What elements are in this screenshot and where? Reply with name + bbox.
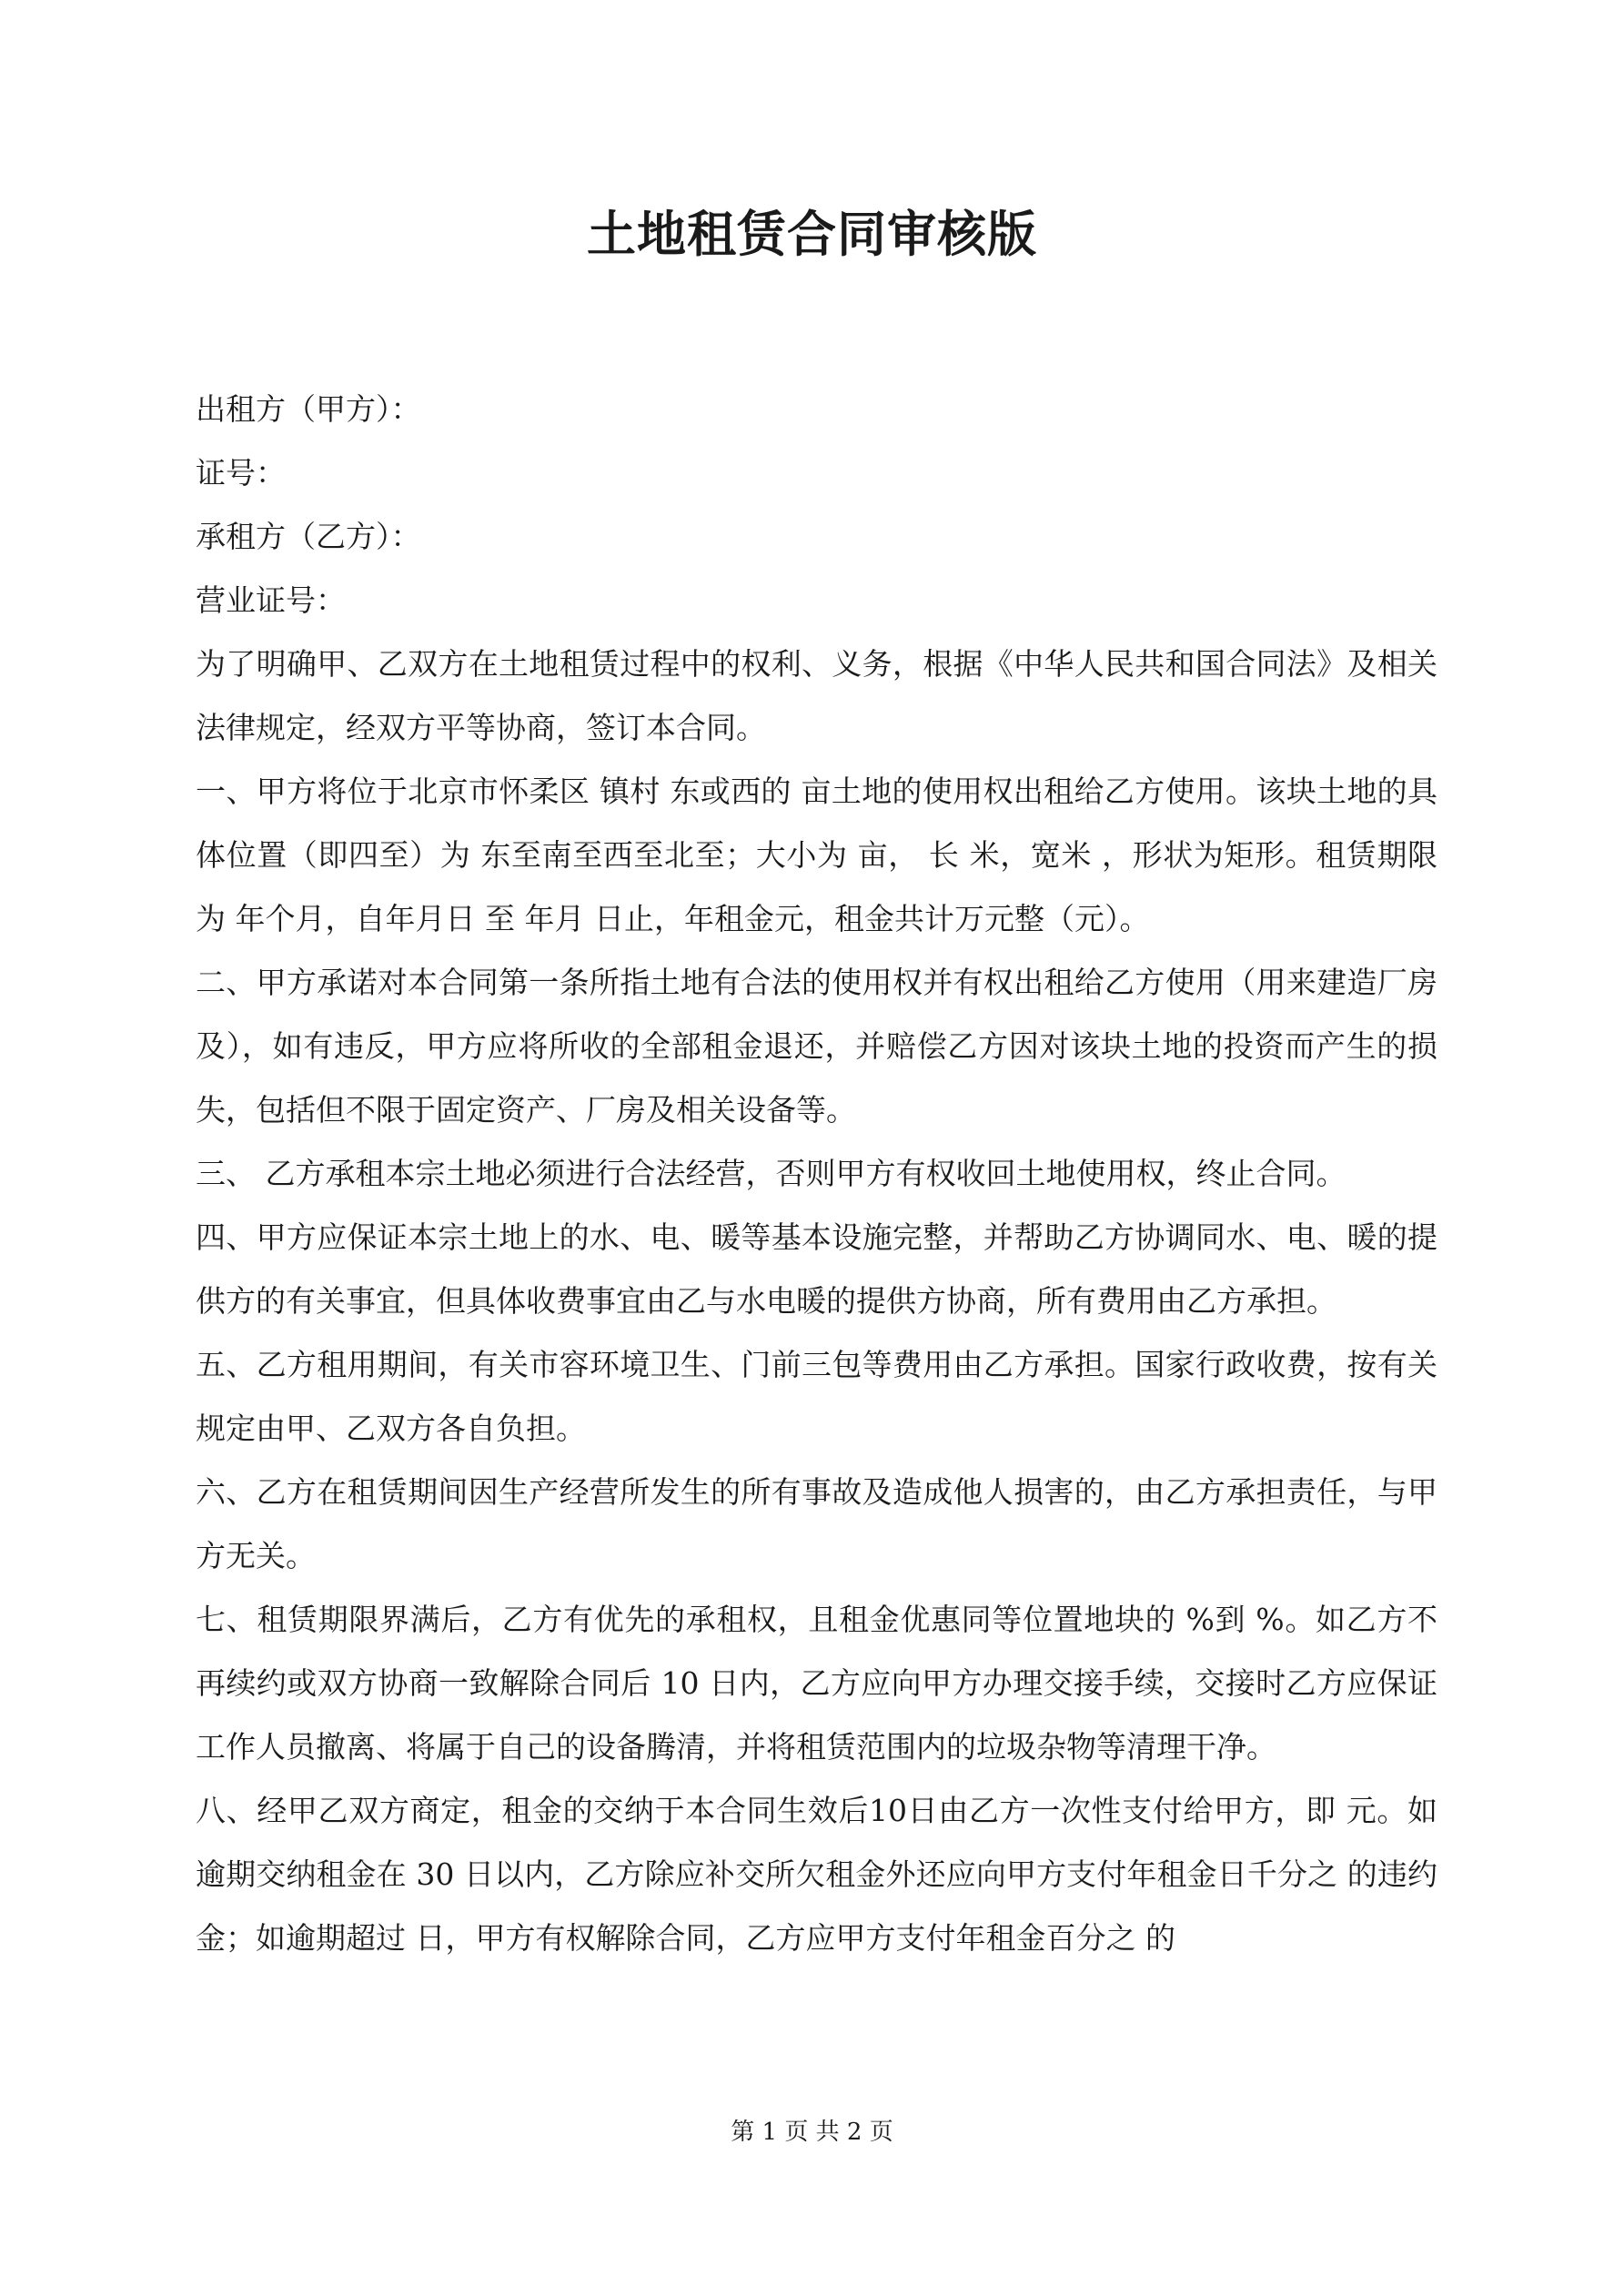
- contract-body: [196, 378, 1437, 1970]
- clause-3: 三、 乙方承租本宗土地必须进行合法经营，否则甲方有权收回土地使用权，终止合同。: [196, 1156, 1347, 1191]
- lessee-line: 承租方（乙方）：: [196, 519, 421, 554]
- clause-6: 六、乙方在租赁期间因生产经营所发生的所有事故及造成他人损害的，由乙方承担责任，与甲方无关。: [196, 1474, 1437, 1573]
- page-footer: 第 1 页 共 2 页: [731, 2119, 893, 2146]
- lessor-id-line: 证号：: [196, 455, 286, 491]
- document-title: 土地租赁合同审核版: [587, 206, 1037, 263]
- lessor-line: 出租方（甲方）：: [196, 391, 421, 427]
- lessee-license-line: 营业证号：: [196, 582, 346, 618]
- clause-5: 五、乙方租用期间，有关市容环境卫生、门前三包等费用由乙方承担。国家行政收费，按有关规定由甲、乙双方各自负担。: [196, 1347, 1437, 1446]
- clause-8: 八、经甲乙双方商定，租金的交纳于本合同生效后10日由乙方一次性支付给甲方，即 元。如逾期交纳租金在 30 日以内，乙方除应补交所欠租金外还应向甲方支付年租金日千分之 的违约金；如逾期超过 日，甲方有权解除合同，乙方应甲方支付年租金百分之 的: [196, 1793, 1437, 1956]
- clause-1: 一、甲方将位于北京市怀柔区 镇村 东或西的 亩土地的使用权出租给乙方使用。该块土地的具体位置（即四至）为 东至南至西至北至；大小为 亩， 长 米，宽米 ，形状为矩形。租赁期限为 年个月，自年月日 至 年月 日止，年租金元，租金共计万元整（元）。: [196, 774, 1437, 936]
- clause-4: 四、甲方应保证本宗土地上的水、电、暖等基本设施完整，并帮助乙方协调同水、电、暖的提供方的有关事宜，但具体收费事宜由乙与水电暖的提供方协商，所有费用由乙方承担。: [196, 1219, 1437, 1319]
- clause-2: 二、甲方承诺对本合同第一条所指土地有合法的使用权并有权出租给乙方使用（用来建造厂房及），如有违反，甲方应将所收的全部租金退还，并赔偿乙方因对该块土地的投资而产生的损失，包括但不限于固定资产、厂房及相关设备等。: [196, 965, 1437, 1128]
- clause-7: 七、租赁期限界满后，乙方有优先的承租权，且租金优惠同等位置地块的 %到 %。如乙方不再续约或双方协商一致解除合同后 10 日内，乙方应向甲方办理交接手续，交接时乙方应保证工作人员撤离、将属于自己的设备腾清，并将租赁范围内的垃圾杂物等清理干净。: [196, 1602, 1437, 1765]
- preamble-paragraph: 为了明确甲、乙双方在土地租赁过程中的权利、义务，根据《中华人民共和国合同法》及相关法律规定，经双方平等协商，签订本合同。: [196, 646, 1437, 745]
